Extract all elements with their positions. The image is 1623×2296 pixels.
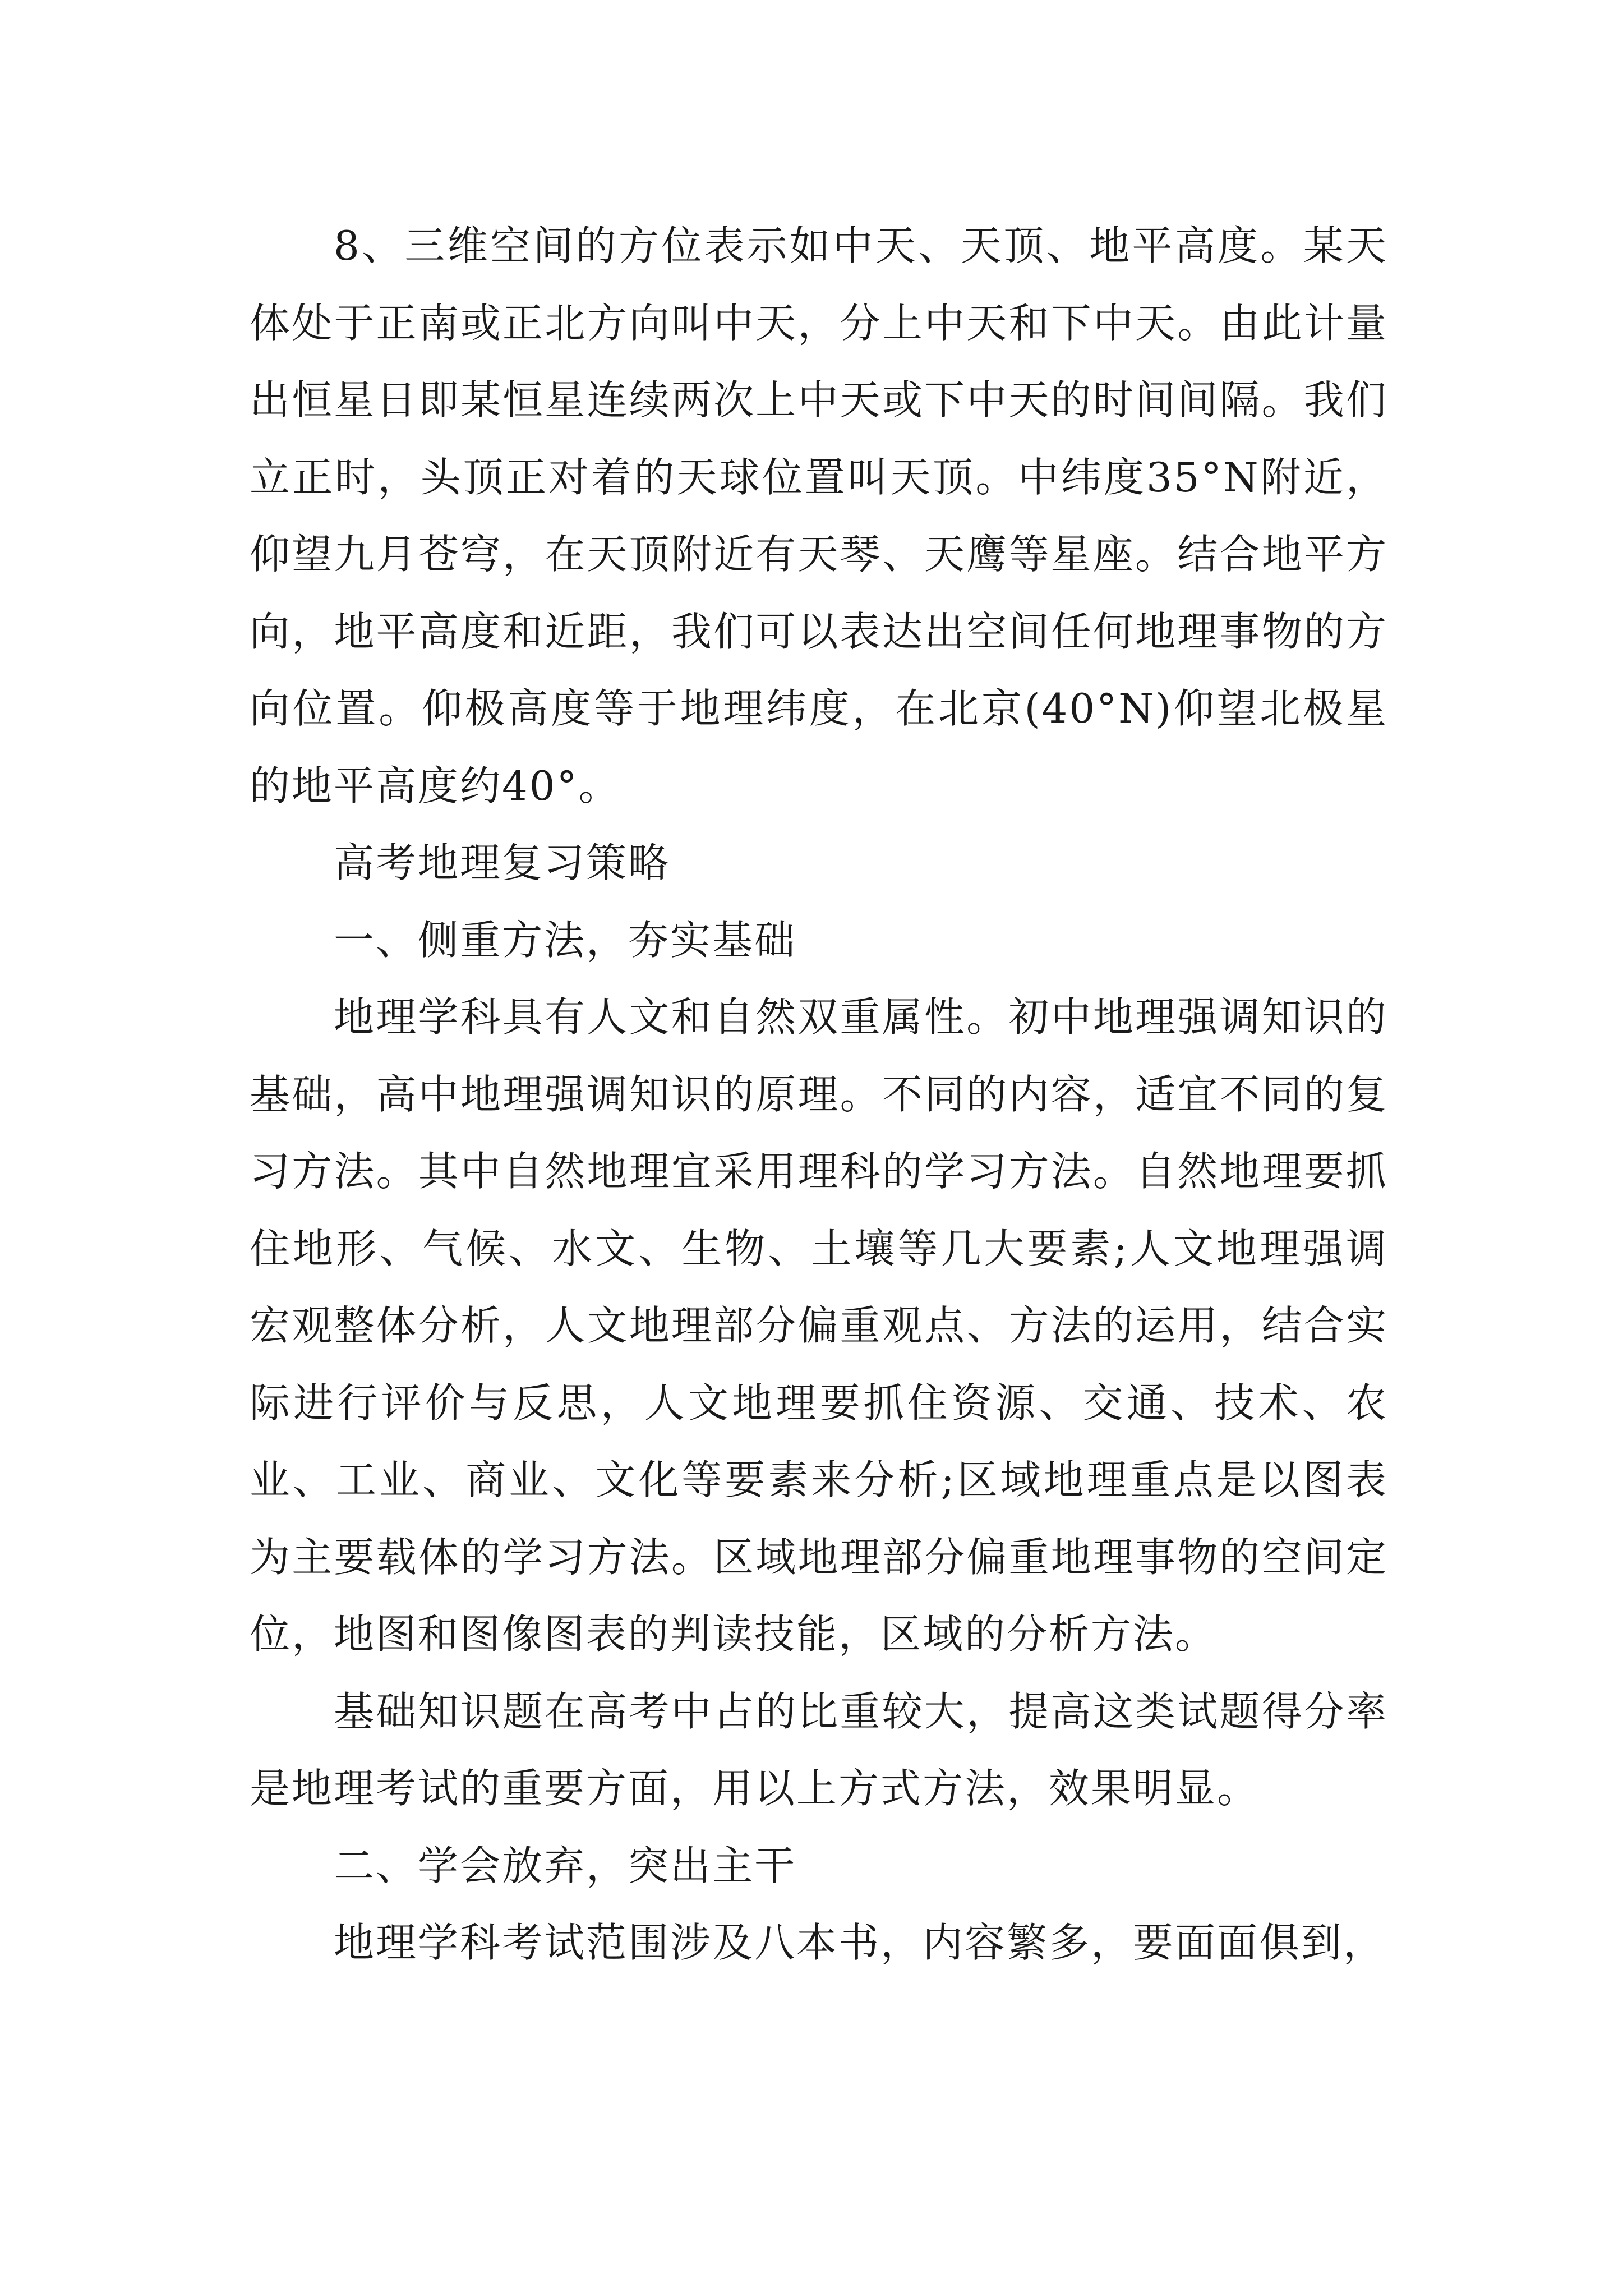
document-body	[250, 208, 1388, 1982]
section-title-review-strategy: 高考地理复习策略	[334, 839, 671, 886]
paragraph-exam-scope: 地理学科考试范围涉及八本书，内容繁多，要面面俱到，	[334, 1919, 1386, 1966]
subheading-two: 二、学会放弃，突出主干	[334, 1842, 797, 1889]
paragraph-dual-attributes: 地理学科具有人文和自然双重属性。初中地理强调知识的基础，高中地理强调知识的原理。不同的内容，适宜不同的复习方法。其中自然地理宜采用理科的学习方法。自然地理要抓住地形、气候、水文、生物、土壤等几大要素;人文地理强调宏观整体分析，人文地理部分偏重观点、方法的运用，结合实际进行评价与反思，人文地理要抓住资源、交通、技术、农业、工业、商业、文化等要素来分析;区域地理重点是以图表为主要载体的学习方法。区域地理部分偏重地理事物的空间定位，地图和图像图表的判读技能，区域的分析方法。	[250, 993, 1388, 1658]
paragraph-three-dimensional-position: 8、三维空间的方位表示如中天、天顶、地平高度。某天体处于正南或正北方向叫中天，分上中天和下中天。由此计量出恒星日即某恒星连续两次上中天或下中天的时间间隔。我们立正时，头顶正对着的天球位置叫天顶。中纬度35°N附近，仰望九月苍穹，在天顶附近有天琴、天鹰等星座。结合地平方向，地平高度和近距，我们可以表达出空间任何地理事物的方向位置。仰极高度等于地理纬度，在北京(40°N)仰望北极星的地平高度约40°。	[250, 222, 1388, 809]
paragraph-basic-knowledge: 基础知识题在高考中占的比重较大，提高这类试题得分率是地理考试的重要方面，用以上方式方法，效果明显。	[250, 1687, 1388, 1812]
subheading-one: 一、侧重方法，夯实基础	[334, 916, 797, 964]
